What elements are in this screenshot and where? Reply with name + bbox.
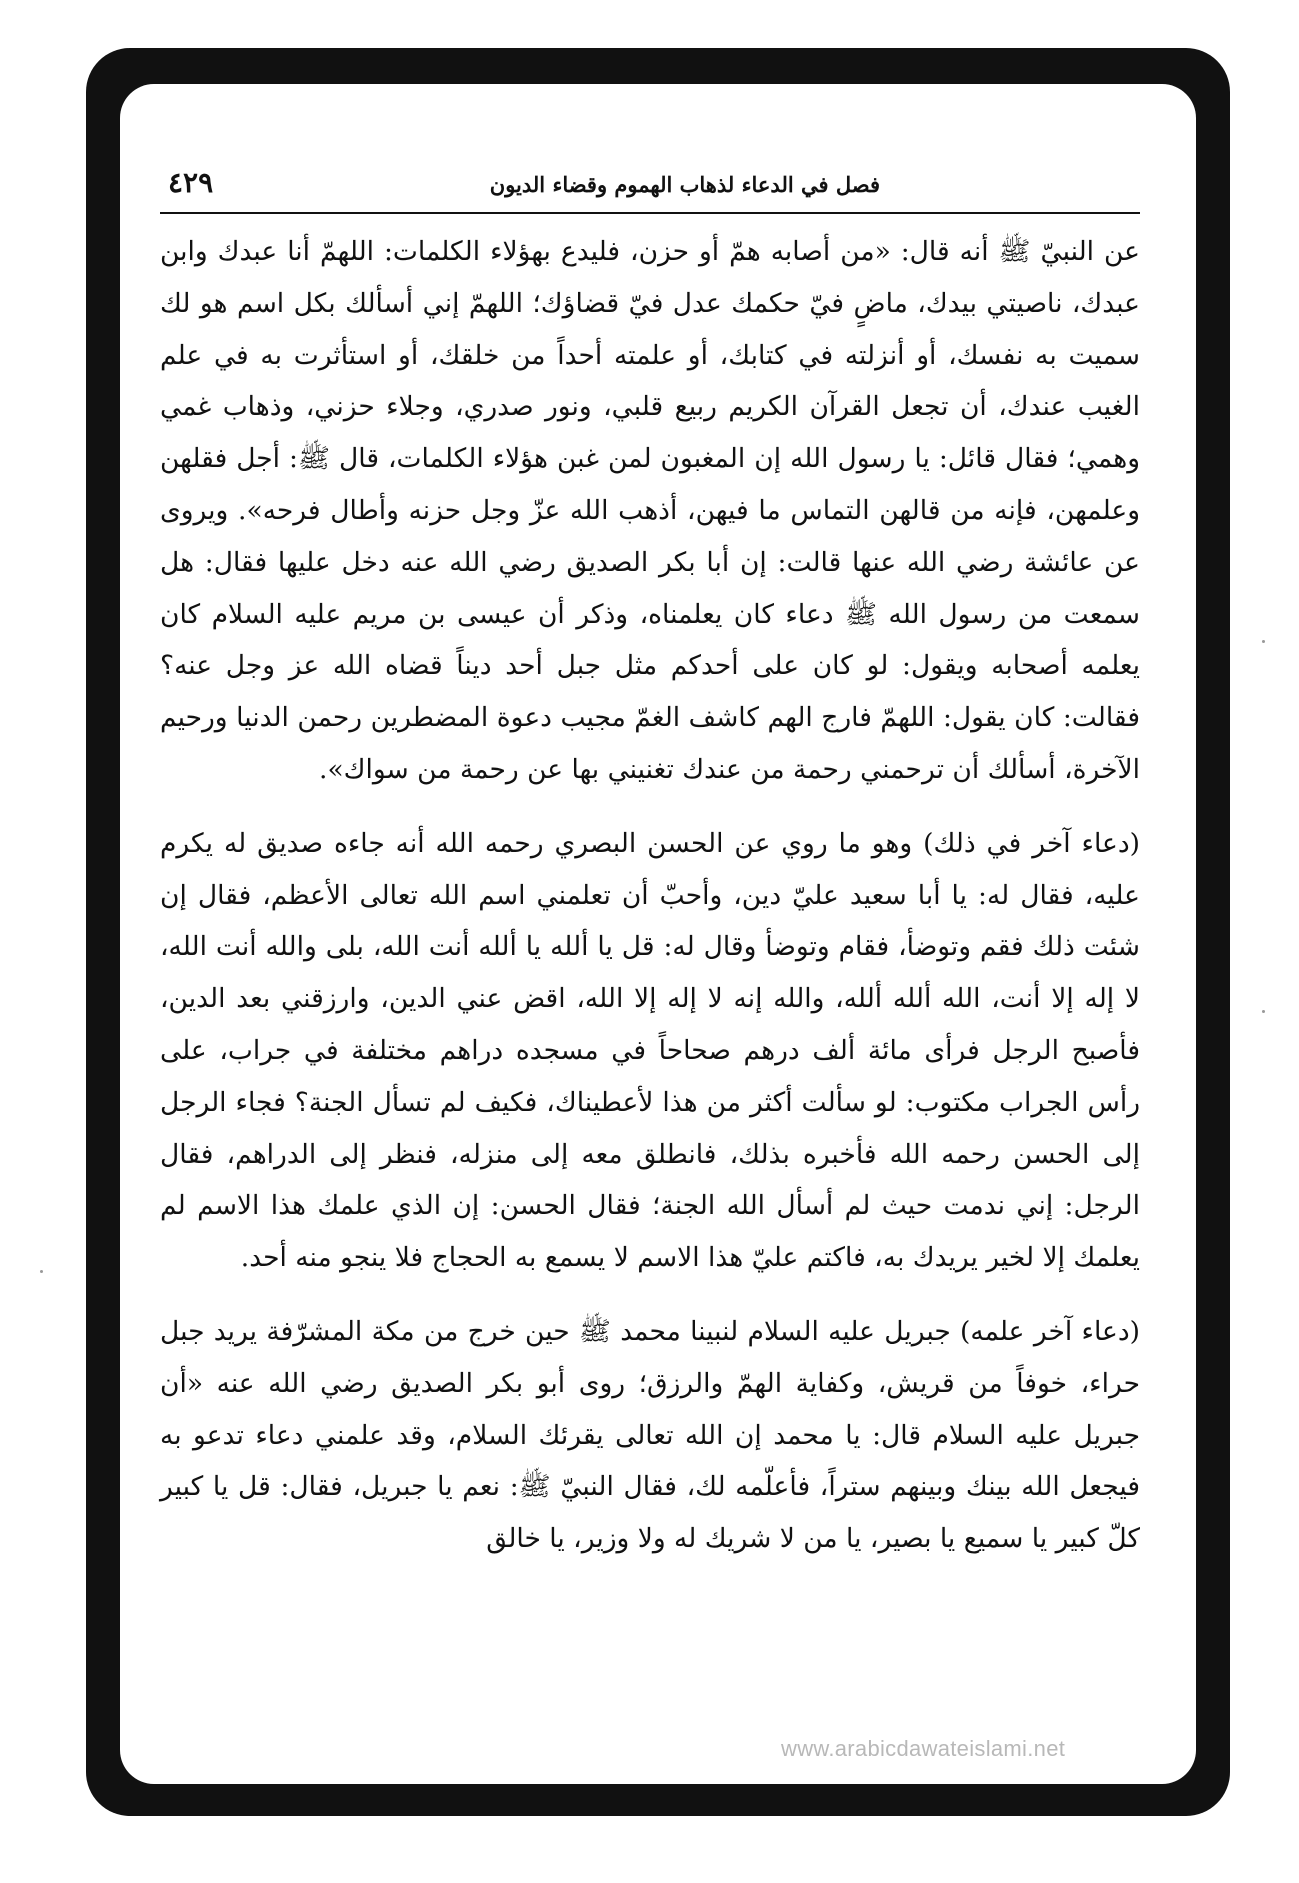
paragraph: عن النبيّ ﷺ أنه قال: «من أصابه همّ أو حزن، فليدع بهؤلاء الكلمات: اللهمّ أنا عبدك وابن عبدك، ناصيتي بيدك، ماضٍ فيّ حكمك عدل فيّ قضاؤك؛ اللهمّ إني أسألك بكل اسم هو لك سميت به نفسك، أو أنزلته في كتابك، أو علمته أحداً من خلقك، أو استأثرت به في علم الغيب عندك، أن تجعل القرآن الكريم ربيع قلبي، ونور صدري، وجلاء حزني، وذهاب غمي وهمي؛ فقال قائل: يا رسول الله إن المغبون لمن غبن هؤلاء الكلمات، قال ﷺ: أجل فقلهن وعلمهن، فإنه من قالهن التماس ما فيهن، أذهب الله عزّ وجل حزنه وأطال فرحه». ويروى عن عائشة رضي الله عنها قالت: إن أبا بكر الصديق رضي الله عنه دخل عليها فقال: هل سمعت من رسول الله ﷺ دعاء كان يعلمناه، وذكر أن عيسى بن مريم عليه السلام كان يعلمه أصحابه ويقول: لو كان على أحدكم مثل جبل أحد ديناً قضاه الله عز وجل عنه؟ فقالت: كان يقول: اللهمّ فارج الهم كاشف الغمّ مجيب دعوة المضطرين رحمن الدنيا ورحيم الآخرة، أسألك أن ترحمني رحمة من عندك تغنيني بها عن رحمة من سواك». (160, 236, 1140, 785)
paragraph: (دعاء آخر علمه) جبريل عليه السلام لنبينا محمد ﷺ حين خرج من مكة المشرّفة يريد جبل حراء، خوفاً من قريش، وكفاية الهمّ والرزق؛ روى أبو بكر الصديق رضي الله عنه «أن جبريل عليه السلام قال: يا محمد إن الله تعالى يقرئك السلام، وقد علمني دعاء تدعو به فيجعل الله بينك وبينهم ستراً، فأعلّمه لك، فقال النبيّ ﷺ: نعم يا جبريل، فقال: قل يا كبير كلّ كبير يا سميع يا بصير، يا من لا شريك له ولا وزير، يا خالق (160, 1315, 1140, 1555)
margin-dot (1262, 640, 1265, 643)
paragraph: (دعاء آخر في ذلك) وهو ما روي عن الحسن البصري رحمه الله أنه جاءه صديق له يكرم عليه، فقال له: يا أبا سعيد عليّ دين، وأحبّ أن تعلمني اسم الله تعالى الأعظم، فقال إن شئت ذلك فقم وتوضأ، فقام وتوضأ وقال له: قل يا ألله يا ألله أنت الله، بلى والله أنت الله، لا إله إلا أنت، الله ألله ألله، والله إنه لا إله إلا الله، اقض عني الدين، وارزقني بعد الدين، فأصبح الرجل فرأى مائة ألف درهم صحاحاً في مسجده دراهم مختلفة في جراب، على رأس الجراب مكتوب: لو سألت أكثر من هذا لأعطيناك، فكيف لم تسأل الجنة؟ فجاء الرجل إلى الحسن رحمه الله فأخبره بذلك، فانطلق معه إلى منزله، فنظر إلى الدراهم، فقال الرجل: إني ندمت حيث لم أسأل الله الجنة؛ فقال الحسن: إن الذي علمك هذا الاسم لم يعلمك إلا لخير يريدك به، فاكتم عليّ هذا الاسم لا يسمع به الحجاج فلا ينجو منه أحد. (160, 827, 1140, 1274)
running-header (160, 166, 1140, 212)
body-text (160, 226, 1140, 1565)
margin-dot (1262, 1010, 1265, 1013)
chapter-title: فصل في الدعاء لذهاب الهموم وقضاء الديون (489, 172, 880, 197)
page-number: ٤٢٩ (168, 166, 214, 199)
margin-dot (40, 1270, 43, 1273)
header-divider (160, 212, 1140, 214)
website-watermark: www.arabicdawateislami.net (781, 1736, 1066, 1761)
